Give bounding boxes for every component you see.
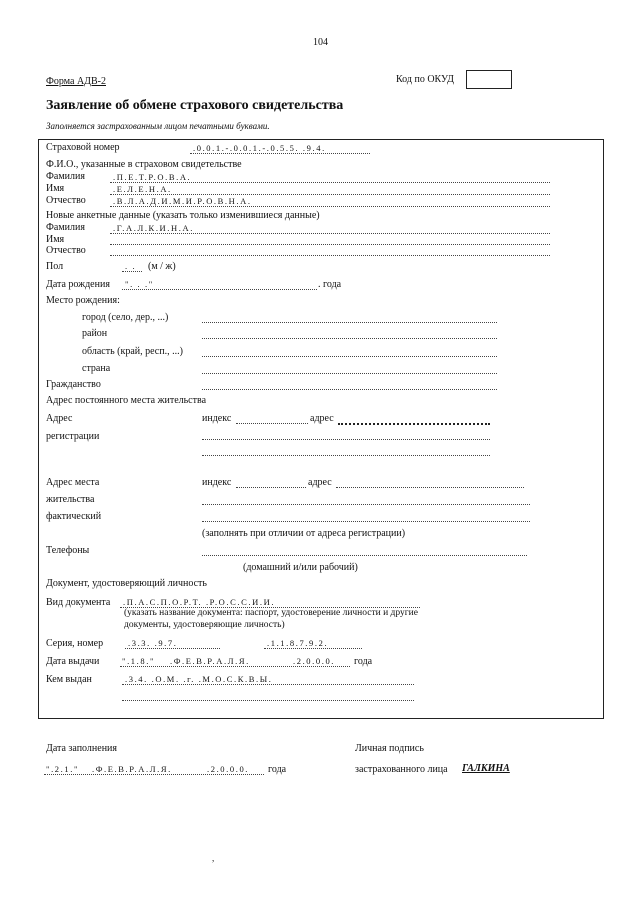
old-name-label: Имя [46,183,65,194]
issue-day-field[interactable]: ".1.8." [122,656,156,666]
region-label: область (край, респ., ...) [82,346,183,357]
birth-label: Дата рождения [46,279,110,290]
issue-month-field[interactable]: .Ф.Е.В.Р.А.Л.Я. [170,656,250,666]
actual-address-label-2: жительства [46,494,95,505]
new-name-field[interactable] [110,244,550,245]
country-field[interactable] [202,373,497,374]
actual-addr-line-3[interactable] [202,521,530,522]
issued-by-label: Кем выдан [46,674,92,685]
old-surname-line [110,182,550,183]
signature-label-1: Личная подпись [355,743,424,754]
country-label: страна [82,363,111,374]
old-surname-field[interactable]: .П.Е.Т.Р.О.В.А. [113,172,192,182]
doc-type-field[interactable]: .П.А.С.П.О.Р.Т. .Р.О.С.С.И.И. [123,597,276,607]
issued-by-line [122,684,414,685]
fill-date-line [44,774,264,775]
old-name-line [110,194,550,195]
issue-date-label: Дата выдачи [46,656,100,667]
district-label: район [82,328,108,339]
reg-index-field[interactable] [236,423,308,424]
reg-index-label: индекс [202,413,232,424]
issued-by-field[interactable]: .3.4. .О.М. .г. .М.О.С.К.В.Ы. [125,674,273,684]
new-patronymic-field[interactable] [110,255,550,256]
actual-addr-line-2[interactable] [202,504,530,505]
old-name-field[interactable]: .Е.Л.Е.Н.А. [113,184,172,194]
birth-line [122,289,317,290]
citizenship-label: Гражданство [46,379,101,390]
city-label: город (село, дер., ...) [82,312,169,323]
city-field[interactable] [202,322,497,323]
reg-addr-field[interactable] [338,423,490,425]
okud-label: Код по ОКУД [396,74,454,85]
fill-day-field[interactable]: ".2.1." [46,764,80,774]
birthplace-heading: Место рождения: [46,295,120,306]
actual-addr-label: адрес [308,477,332,488]
signature-field[interactable]: ГАЛКИНА [462,763,510,774]
series-line [125,648,220,649]
old-patronymic-label: Отчество [46,195,86,206]
series-field[interactable]: .3.3. .9.7. [128,638,178,648]
sex-hint: (м / ж) [148,261,176,272]
new-data-heading: Новые анкетные данные (указать только изменившиеся данные) [46,210,320,221]
reg-addr-label: адрес [310,413,334,424]
doc-type-hint-1: (указать название документа: паспорт, удостоверение личности и другие [124,608,418,618]
new-surname-label: Фамилия [46,222,85,233]
sex-line [122,271,142,272]
issue-year-field[interactable]: .2.0.0.0. [293,656,336,666]
old-patronymic-field[interactable]: .В.Л.А.Д.И.М.И.Р.О.В.Н.А. [113,196,252,206]
fill-month-field[interactable]: .Ф.Е.В.Р.А.Л.Я. [92,764,172,774]
form-name: Форма АДВ-2 [46,76,106,87]
page-number: 104 [313,37,328,48]
actual-address-hint: (заполнять при отличии от адреса регистрации) [202,528,406,539]
form-title: Заявление об обмене страхового свидетельства [46,98,344,113]
number-line [264,648,362,649]
birth-suffix: . года [318,279,342,290]
reg-address-label: Адрес [46,413,73,424]
form-hint: Заполняется застрахованным лицом печатными буквами. [46,121,270,131]
document-heading: Документ, удостоверяющий личность [46,578,207,589]
issue-suffix: года [354,656,373,667]
phones-label: Телефоны [46,545,90,556]
okud-field[interactable] [466,70,512,89]
actual-index-label: индекс [202,477,232,488]
number-field[interactable]: .1.1.8.7.9.2. [267,638,329,648]
old-surname-label: Фамилия [46,171,85,182]
birth-field[interactable]: ". . ." [125,279,154,289]
insurance-label: Страховой номер [46,142,120,153]
issued-by-line-2[interactable] [122,700,414,701]
new-patronymic-label: Отчество [46,245,86,256]
doc-type-hint-2: документы, удостоверяющие личность) [124,620,285,630]
new-surname-field[interactable]: .Г.А.Л.К.И.Н.А. [113,223,194,233]
fill-date-label: Дата заполнения [46,743,117,754]
citizenship-field[interactable] [202,389,497,390]
address-heading: Адрес постоянного места жительства [46,395,207,406]
doc-type-label: Вид документа [46,597,111,608]
reg-address-label-2: регистрации [46,431,100,442]
insurance-line [190,153,370,154]
series-label: Серия, номер [46,638,104,649]
reg-addr-line-2[interactable] [202,439,490,440]
old-patronymic-line [110,206,550,207]
actual-addr-field[interactable] [336,487,524,488]
region-field[interactable] [202,356,497,357]
issue-line [120,666,350,667]
old-fio-heading: Ф.И.О., указанные в страховом свидетельстве [46,159,242,170]
new-surname-line [110,233,550,234]
actual-address-label-3: фактический [46,511,102,522]
actual-address-label: Адрес места [46,477,100,488]
insurance-number-field[interactable]: .0.0.1.-.0.0.1.-.0.5.5. .9.4. [193,143,326,153]
signature-label-2: застрахованного лица [355,764,448,775]
district-field[interactable] [202,338,497,339]
actual-index-field[interactable] [236,487,306,488]
phones-hint: (домашний и/или рабочий) [243,562,358,573]
stray-mark: , [212,853,215,863]
fill-date-suffix: года [268,764,287,775]
sex-field[interactable]: . . [125,261,137,271]
reg-addr-line-3[interactable] [202,455,490,456]
new-name-label: Имя [46,234,65,245]
fill-year-field[interactable]: .2.0.0.0. [207,764,250,774]
phones-field[interactable] [202,555,527,556]
sex-label: Пол [46,261,64,272]
